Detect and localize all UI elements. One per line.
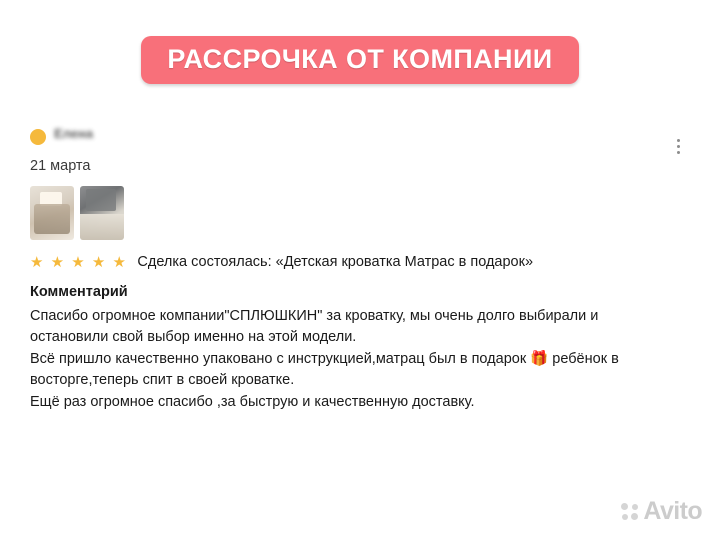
review-photo-thumbnail[interactable] [80,186,124,240]
review-card [30,126,690,413]
review-author-name: Елена [54,126,94,141]
comment-heading: Комментарий [30,284,128,300]
review-header [30,126,690,145]
more-vertical-icon[interactable] [670,136,686,156]
promo-banner-box [141,36,578,84]
comment-paragraph: Спасибо огромное компании"СПЛЮШКИН" за кроватку, мы очень долго выбирали и остановили свой выбор именно на этой модели. [30,308,599,345]
rating-stars: ★ ★ ★ ★ ★ [30,253,128,271]
review-date: 21 марта [30,158,91,174]
comment-text [30,306,678,413]
avatar [30,129,46,145]
review-rating-row [30,254,690,270]
avito-watermark-text: Avito [643,497,702,525]
avito-watermark [621,497,702,526]
comment-paragraph: Ещё раз огромное спасибо ,за быструю и качественную доставку. [30,394,475,411]
review-photos [30,186,690,240]
review-photo-thumbnail[interactable] [30,186,74,240]
deal-status-text: Сделка состоялась: «Детская кроватка Матрас в подарок» [137,254,534,270]
promo-banner [0,36,720,84]
comment-paragraph: Всё пришло качественно упаковано с инструкцией,матрац был в подарок 🎁 ребёнок в восторге,теперь спит в своей кроватке. [30,351,619,388]
avito-logo-icon [621,503,638,520]
promo-banner-text: РАССРОЧКА ОТ КОМПАНИИ [167,44,553,74]
